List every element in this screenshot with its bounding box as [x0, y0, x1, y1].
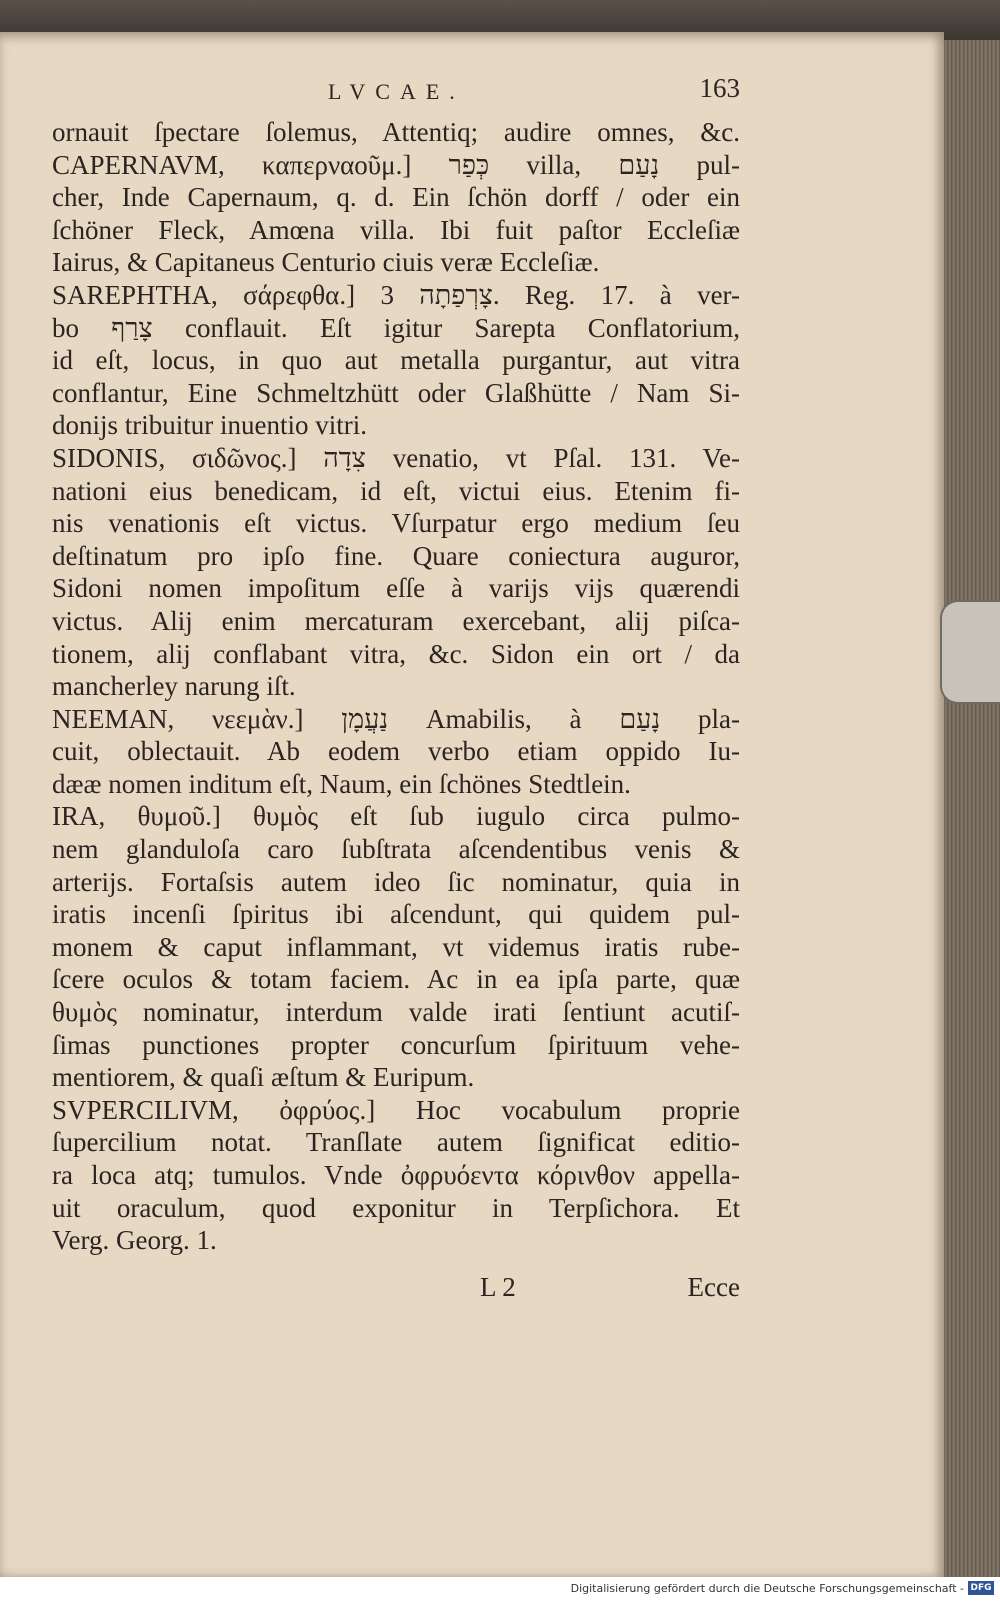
page-body: [52, 116, 740, 1257]
text-line: nis venationis eſt victus. Vſurpatur ergo medium ſeu: [52, 508, 740, 539]
page-footer: [52, 1271, 740, 1311]
text-line: SAREPHTHA, σάρεφθα.] צָרְפַתָה 3. Reg. 17. à ver-: [52, 279, 740, 310]
credit-text: Digitalisierung gefördert durch die Deutsche Forschungsgemeinschaft -: [570, 1582, 964, 1595]
signature-mark: L 2: [480, 1271, 516, 1302]
text-line: IRA, θυμοῦ.] θυμὸς eſt ſub iugulo circa pulmo-: [52, 801, 740, 832]
text-line: SVPERCILIVM, ὀφρύος.] Hoc vocabulum proprie: [52, 1094, 740, 1125]
text-line: ſimas punctiones propter concurſum ſpirituum vehe-: [52, 1029, 740, 1060]
text-line: uit oraculum, quod exponitur in Terpſichora. Et: [52, 1192, 740, 1223]
text-line: tionem, alij conflabant vitra, &c. Sidon ein ort / da: [52, 638, 740, 669]
page-header: [52, 73, 740, 116]
text-line: ſchöner Fleck, Amœna villa. Ibi fuit paſtor Eccleſiæ: [52, 214, 740, 245]
text-line: NEEMAN, νεεμὰν.] נַעֲמָן Amabilis, à נָעַם pla-: [52, 703, 740, 734]
text-line: nationi eius benedicam, id eſt, victui eius. Etenim fi-: [52, 475, 740, 506]
text-line: ornauit ſpectare ſolemus, Attentiq; audire omnes, &c.: [52, 117, 740, 147]
text-line: donijs tribuitur inuentio vitri.: [52, 410, 367, 441]
text-line: Iairus, & Capitaneus Centurio ciuis veræ Eccleſiæ.: [52, 247, 600, 278]
dfg-logo: DFG: [968, 1581, 994, 1595]
running-head: LVCAE.: [328, 79, 465, 104]
page-text-block: [52, 73, 741, 1311]
text-line: SIDONIS, σιδῶνος.] צִדָה venatio, vt Pſal. 131. Ve-: [52, 442, 741, 473]
text-line: monem & caput inflammant, vt videmus iratis rube-: [52, 931, 740, 962]
text-line: iratis incenſi ſpiritus ibi aſcendunt, qui quidem pul-: [52, 899, 740, 930]
text-line: Sidoni nomen impoſitum eſſe à varijs vijs quærendi: [52, 573, 740, 604]
page-number: 163: [699, 73, 740, 103]
text-line: cher, Inde Capernaum, q. d. Ein ſchön dorff / oder ein: [52, 182, 740, 213]
text-line: ſupercilium notat. Tranſlate autem ſignificat editio-: [52, 1127, 740, 1158]
text-line: victus. Alij enim mercaturam exercebant, alij piſca-: [52, 605, 740, 636]
text-line: θυμὸς nominatur, interdum valde irati ſentiunt acutiſ-: [52, 997, 740, 1028]
text-line: deſtinatum pro ipſo fine. Quare coniectura auguror,: [52, 540, 740, 571]
catchword: Ecce: [687, 1271, 740, 1302]
page-clip: [940, 600, 1000, 704]
digitization-credit-bar: [0, 1577, 1000, 1601]
text-line: conflantur, Eine Schmeltzhütt oder Glaßhütte / Nam Si-: [52, 377, 740, 408]
text-line: bo צָרַף conflauit. Eſt igitur Sarepta Conflatorium,: [52, 312, 740, 343]
text-line: cuit, oblectauit. Ab eodem verbo etiam oppido Iu-: [52, 736, 740, 767]
text-line: id eſt, locus, in quo aut metalla purgantur, aut vitra: [52, 345, 740, 376]
text-line: arterijs. Fortaſsis autem ideo ſic nominatur, quia in: [52, 866, 740, 897]
text-line: ra loca atq; tumulos. Vnde ὀφρυόεντα κόρινθον appella-: [52, 1160, 740, 1190]
text-line: nem glanduloſa caro ſubſtrata aſcendentibus venis &: [52, 834, 740, 865]
book-page-edges: [944, 40, 1000, 1577]
text-line: CAPERNAVM, καπερναοῦμ.] כְּפַר villa, נָעַם pul-: [52, 149, 740, 180]
text-line: ſcere oculos & totam faciem. Ac in ea ipſa parte, quæ: [52, 964, 740, 995]
text-line: mancherley narung iſt.: [52, 671, 296, 702]
text-line: Verg. Georg. 1.: [52, 1225, 217, 1256]
text-line: dææ nomen inditum eſt, Naum, ein ſchönes Stedtlein.: [52, 768, 631, 799]
text-line: mentiorem, & quaſi æſtum & Euripum.: [52, 1062, 475, 1093]
